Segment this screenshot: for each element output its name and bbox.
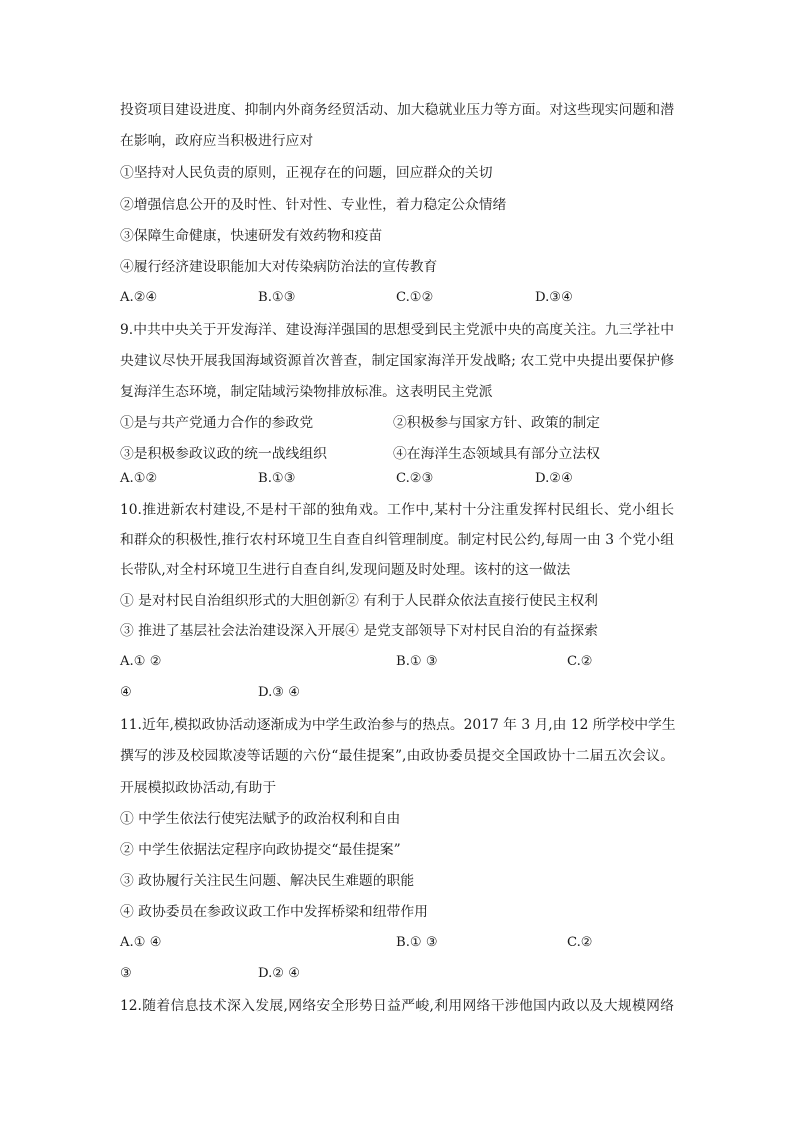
q9-statement-3: ③是积极参政议政的统一战线组织 [120, 446, 327, 462]
q9-statement-2: ②积极参与国家方针、政策的制定 [393, 415, 600, 431]
q8-statement-3: ③保障生命健康，快速研发有效药物和疫苗 [120, 228, 383, 244]
q11-stem-line-2: 撰写的涉及校园欺凌等话题的六份“最佳提案”,由政协委员提交全国政协十二届五次会议。 [120, 748, 674, 764]
q9-option-a: A.①② [120, 471, 158, 486]
q9-stem-line-2: 央建议尽快开展我国海域资源首次普查，制定国家海洋开发战略; 农工党中央提出要保护修 [120, 353, 674, 369]
q11-option-c-wrap: ③ [120, 966, 132, 981]
q10-statements-line-1: ① 是对村民自治组织形式的大胆创新② 有利于人民群众依法直接行使民主权利 [120, 593, 598, 609]
q11-option-b: B.① ③ [396, 935, 438, 950]
q8-stem-line-1: 投资项目建设进度、抑制内外商务经贸活动、加大稳就业压力等方面。对这些现实问题和潜 [120, 102, 674, 118]
q10-stem-line-3: 长带队,对全村环境卫生进行自查自纠,发现问题及时处理。该村的这一做法 [120, 562, 571, 578]
q8-statement-2: ②增强信息公开的及时性、针对性、专业性，着力稳定公众情绪 [120, 197, 507, 213]
q8-statement-4: ④履行经济建设职能加大对传染病防治法的宣传教育 [120, 259, 438, 275]
q9-stem-line-1: 9.中共中央关于开发海洋、建设海洋强国的思想受到民主党派中央的高度关注。九三学社中 [120, 322, 674, 338]
q9-statement-4: ④在海洋生态领域具有部分立法权 [393, 446, 600, 462]
q11-statement-2: ② 中学生依据法定程序向政协提交“最佳提案” [120, 842, 401, 858]
q11-option-d: D.② ④ [258, 966, 301, 981]
q11-option-a: A.① ④ [120, 935, 162, 950]
q10-option-a: A.① ② [120, 654, 162, 669]
q8-option-d: D.③④ [535, 290, 573, 305]
q11-statement-1: ① 中学生依法行使宪法赋予的政治权利和自由 [120, 811, 401, 827]
q12-stem-line-1: 12.随着信息技术深入发展,网络安全形势日益严峻,利用网络干涉他国内政以及大规模网络 [120, 998, 674, 1014]
q8-statement-1: ①坚持对人民负责的原则，正视存在的问题，回应群众的关切 [120, 165, 493, 181]
q10-option-b: B.① ③ [396, 654, 438, 669]
q11-statement-3: ③ 政协履行关注民生问题、解决民生难题的职能 [120, 873, 415, 889]
q11-stem-line-3: 开展模拟政协活动,有助于 [120, 780, 277, 796]
q11-stem-line-1: 11.近年,模拟政协活动逐渐成为中学生政治参与的热点。2017 年 3 月,由 12 所学校中学生 [120, 717, 676, 733]
q8-option-b: B.①③ [258, 290, 296, 305]
q9-stem-line-3: 复海洋生态环境，制定陆域污染物排放标准。这表明民主党派 [120, 384, 493, 400]
q11-statement-4: ④ 政协委员在参政议政工作中发挥桥梁和纽带作用 [120, 904, 428, 920]
q9-option-c: C.②③ [396, 471, 434, 486]
q8-stem-line-2: 在影响，政府应当积极进行应对 [120, 133, 314, 149]
q10-option-c-wrap: ④ [120, 685, 132, 700]
q8-option-a: A.②④ [120, 290, 158, 305]
q10-stem-line-1: 10.推进新农村建设,不是村干部的独角戏。工作中,某村十分注重发挥村民组长、党小组长 [120, 502, 674, 518]
q9-option-d: D.②④ [535, 471, 573, 486]
q8-option-c: C.①② [396, 290, 434, 305]
q10-option-d: D.③ ④ [258, 685, 301, 700]
q9-option-b: B.①③ [258, 471, 296, 486]
q9-statement-1: ①是与共产党通力合作的参政党 [120, 415, 314, 431]
q10-stem-line-2: 和群众的积极性,推行农村环境卫生自查自纠管理制度。制定村民公约,每周一由 3 个党小组 [120, 532, 674, 548]
q10-option-c: C.② [567, 654, 593, 669]
q10-statements-line-2: ③ 推进了基层社会法治建设深入开展④ 是党支部领导下对村民自治的有益探索 [120, 623, 598, 639]
q11-option-c: C.② [567, 935, 593, 950]
